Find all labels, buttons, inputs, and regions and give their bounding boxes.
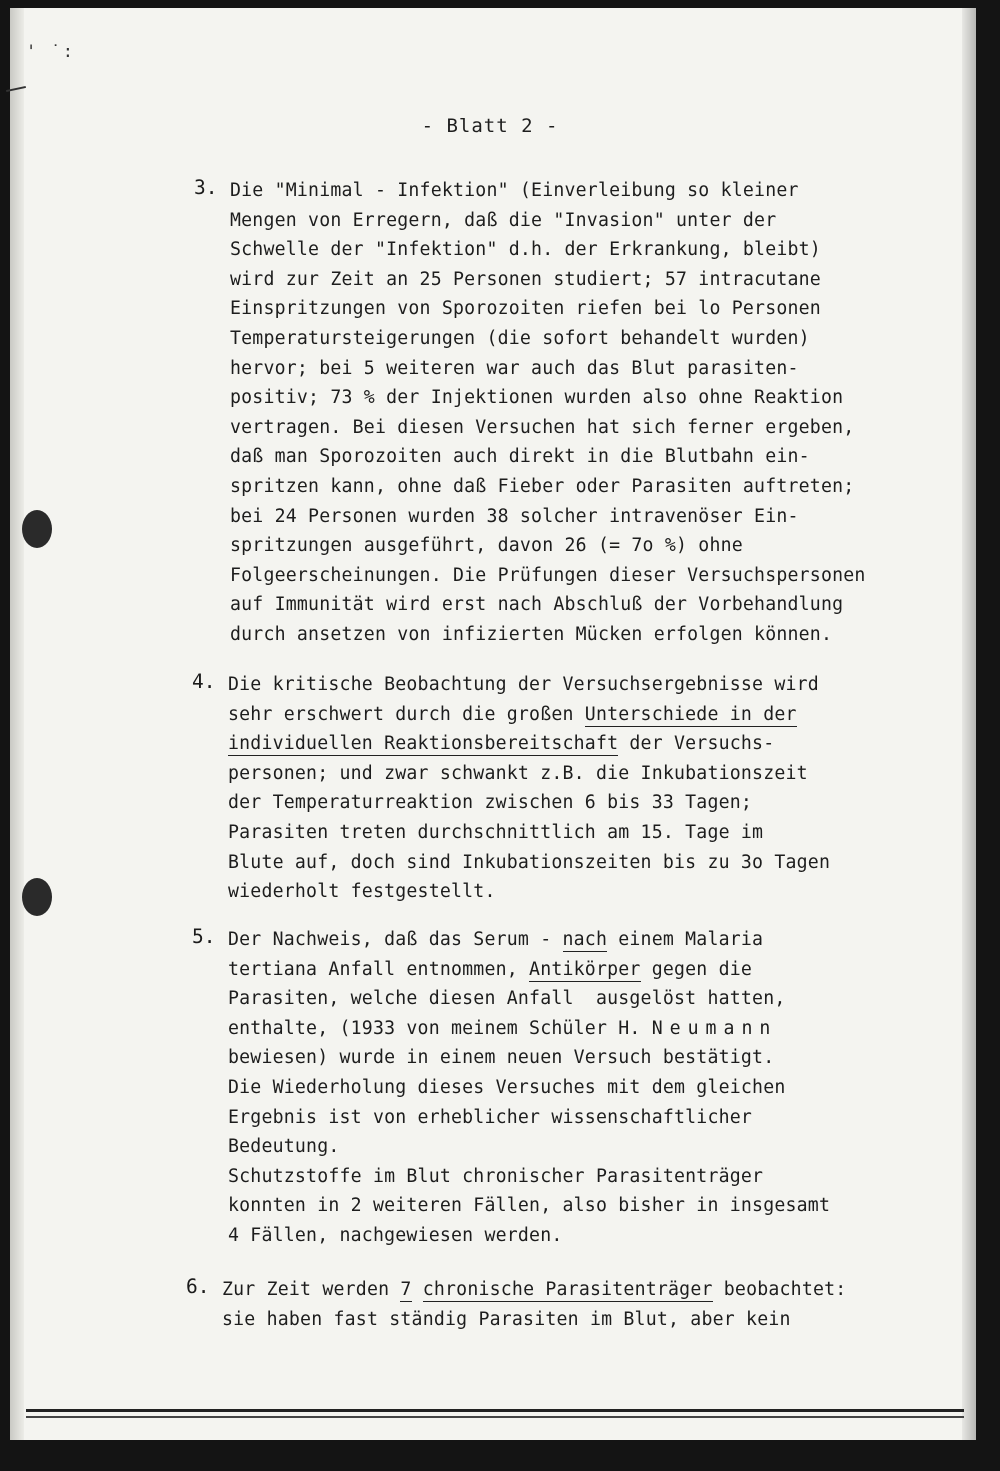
bottom-rule: [26, 1409, 964, 1412]
text-line: spritzen kann, ohne daß Fieber oder Parasiten auftreten;: [230, 475, 855, 497]
text-line: daß man Sporozoiten auch direkt in die Blutbahn ein-: [230, 446, 810, 468]
section-6: [186, 1275, 847, 1334]
text-line: Temperatursteigerungen (die sofort behandelt wurden): [230, 327, 810, 349]
text-segment: gegen die: [640, 958, 753, 980]
text-line: Einspritzungen von Sporozoiten riefen bei lo Personen: [230, 298, 821, 320]
text-line: konnten in 2 weiteren Fällen, also bisher in insgesamt: [228, 1195, 831, 1217]
text-line: wird zur Zeit an 25 Personen studiert; 57 intracutane: [230, 268, 821, 290]
text-line: bewiesen) wurde in einem neuen Versuch bestätigt.: [228, 1047, 775, 1069]
text-line: [228, 955, 830, 985]
text-line: spritzungen ausgeführt, davon 26 (= 7o %) ohne: [230, 535, 743, 557]
text-line: Folgeerscheinungen. Die Prüfungen dieser Versuchspersonen: [230, 564, 866, 586]
section-4: [192, 670, 831, 907]
section-number: 4.: [192, 670, 216, 693]
text-segment: [412, 1279, 423, 1300]
section-number: 5.: [192, 925, 216, 948]
text-line: Parasiten treten durchschnittlich am 15. Tage im: [228, 821, 764, 843]
punch-hole: [22, 510, 52, 548]
section-number: 3.: [194, 176, 218, 199]
text-segment: enthalte, (1933 von meinem Schüler H.: [228, 1017, 652, 1039]
text-line: durch ansetzen von infizierten Mücken erfolgen können.: [230, 623, 833, 645]
text-line: bei 24 Personen wurden 38 solcher intravenöser Ein-: [230, 505, 799, 527]
spaced-name: Neumann: [651, 1017, 778, 1039]
corner-marks: ' ˙:: [26, 42, 75, 62]
text-line: Die "Minimal - Infektion" (Einverleibung so kleiner: [230, 180, 799, 201]
underlined-text: individuellen Reaktionsbereitschaft: [228, 733, 619, 755]
bottom-rule: [26, 1416, 964, 1418]
section-5: [192, 925, 831, 1251]
section-number: 6.: [186, 1275, 210, 1298]
text-line: Schutzstoffe im Blut chronischer Parasitenträger: [228, 1165, 764, 1187]
text-line: Schwelle der "Infektion" d.h. der Erkrankung, bleibt): [230, 239, 821, 261]
text-line: sie haben fast ständig Parasiten im Blut, aber kein: [222, 1308, 791, 1330]
underlined-text: Unterschiede in der: [584, 703, 797, 725]
text-line: Die Wiederholung dieses Versuches mit dem gleichen: [228, 1076, 786, 1098]
text-segment: sehr erschwert durch die großen: [228, 703, 585, 725]
text-line: [228, 729, 830, 759]
text-line: [222, 1275, 846, 1305]
text-line: hervor; bei 5 weiteren war auch das Blut parasiten-: [230, 357, 799, 379]
text-line: personen; und zwar schwankt z.B. die Inkubationszeit: [228, 762, 808, 784]
text-line: [228, 1014, 830, 1044]
section-3: [194, 176, 866, 650]
text-line: der Temperaturreaktion zwischen 6 bis 33 Tagen;: [228, 792, 753, 814]
text-line: [228, 925, 830, 955]
text-segment: der Versuchs-: [618, 733, 775, 755]
text-line: Parasiten, welche diesen Anfall ausgelöst hatten,: [228, 988, 786, 1010]
text-line: vertragen. Bei diesen Versuchen hat sich ferner ergeben,: [230, 416, 855, 438]
text-segment: Zur Zeit werden: [222, 1279, 401, 1300]
underlined-text: chronische Parasitenträger: [422, 1279, 713, 1300]
underlined-text: 7: [400, 1279, 412, 1300]
text-line: Die kritische Beobachtung der Versuchsergebnisse wird: [228, 674, 819, 695]
underlined-text: Antikörper: [529, 958, 641, 980]
text-line: positiv; 73 % der Injektionen wurden also ohne Reaktion: [230, 387, 844, 409]
underlined-text: nach: [562, 929, 608, 950]
text-line: Blute auf, doch sind Inkubationszeiten bis zu 3o Tagen: [228, 851, 831, 873]
punch-hole: [22, 878, 52, 916]
text-line: Bedeutung.: [228, 1136, 340, 1158]
text-segment: beobachtet:: [712, 1279, 847, 1300]
page-edge-shadow: [962, 8, 976, 1440]
text-segment: Der Nachweis, daß das Serum -: [228, 929, 563, 950]
text-line: wiederholt festgestellt.: [228, 881, 496, 903]
text-segment: einem Malaria: [607, 929, 764, 950]
text-line: [228, 700, 830, 730]
text-line: Ergebnis ist von erheblicher wissenschaftlicher: [228, 1106, 753, 1128]
text-line: auf Immunität wird erst nach Abschluß der Vorbehandlung: [230, 594, 844, 616]
text-segment: tertiana Anfall entnommen,: [228, 958, 530, 980]
text-line: 4 Fällen, nachgewiesen werden.: [228, 1224, 563, 1246]
page-title: - Blatt 2 -: [421, 115, 559, 137]
text-line: Mengen von Erregern, daß die "Invasion" unter der: [230, 209, 777, 231]
binding-edge: [10, 8, 24, 1440]
